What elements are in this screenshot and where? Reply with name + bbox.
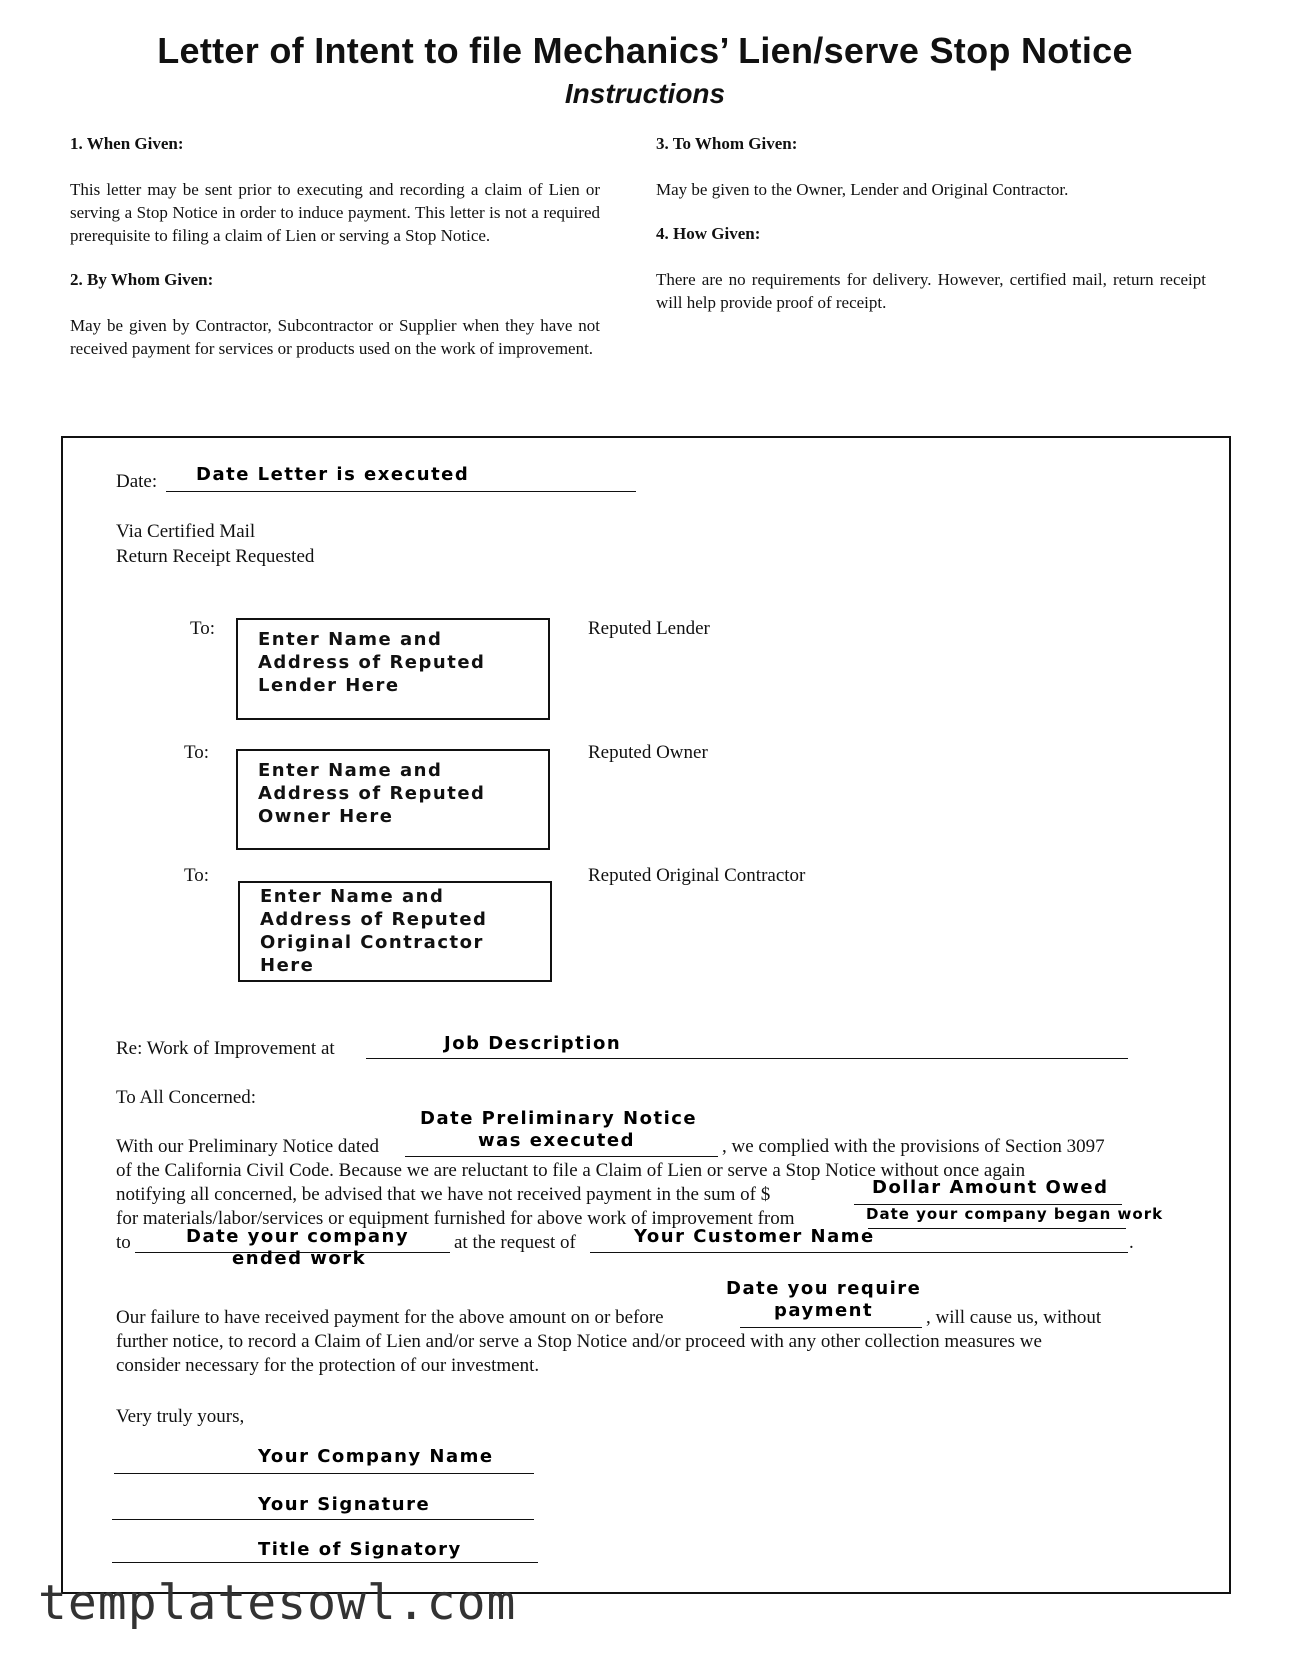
para2-line3: consider necessary for the protection of our investment. <box>116 1355 540 1376</box>
para1-intro: With our Preliminary Notice dated <box>116 1136 380 1157</box>
lender-address-line: Lender Here <box>258 675 400 696</box>
to-word: to <box>116 1232 131 1253</box>
customer-line <box>590 1252 1128 1253</box>
salutation: To All Concerned: <box>116 1087 257 1108</box>
contractor-address-box[interactable] <box>238 881 552 982</box>
owner-address-line: Owner Here <box>258 806 394 827</box>
contractor-address-line: Here <box>260 955 315 976</box>
via-certified-mail: Via Certified Mail <box>116 521 256 542</box>
signatory-title-line <box>112 1562 538 1563</box>
signature-field[interactable]: Your Signature <box>258 1494 431 1515</box>
job-description-line <box>366 1058 1128 1059</box>
how-given-heading: 4. How Given: <box>656 224 761 243</box>
re-label: Re: Work of Improvement at <box>116 1038 335 1059</box>
owner-address-line: Enter Name and <box>258 760 443 781</box>
owner-address-box[interactable] <box>236 749 550 850</box>
lender-address-box[interactable] <box>236 618 550 720</box>
date-label: Date: <box>116 471 158 492</box>
ended-date-field-line1[interactable]: Date your company <box>186 1226 410 1247</box>
para1-line2: of the California Civil Code. Because we are reluctant to file a Claim of Lien or serve a Stop Notice without once again <box>116 1160 1026 1181</box>
reputed-owner-label: Reputed Owner <box>588 742 708 763</box>
contractor-address-line: Original Contractor <box>260 932 484 953</box>
period: . <box>1129 1232 1134 1253</box>
prelim-date-line <box>405 1156 718 1157</box>
watermark: templatesowl.com <box>38 1575 517 1631</box>
company-name-line <box>114 1473 534 1474</box>
signatory-title-field[interactable]: Title of Signatory <box>258 1539 462 1560</box>
owner-address-line: Address of Reputed <box>258 783 486 804</box>
date-field[interactable]: Date Letter is executed <box>196 464 470 485</box>
to-label-lender: To: <box>190 618 216 639</box>
reputed-contractor-label: Reputed Original Contractor <box>588 865 806 886</box>
lender-address-line: Address of Reputed <box>258 652 486 673</box>
reputed-lender-label: Reputed Lender <box>588 618 710 639</box>
lender-address-line: Enter Name and <box>258 629 443 650</box>
amount-field[interactable]: Dollar Amount Owed <box>872 1177 1109 1198</box>
when-given-text: This letter may be sent prior to executing and recording a claim of Lien or serving a Stop Notice in order to induce payment. This letter is not a required prerequisite to filing a claim of Lien or serving a Stop Notice. <box>70 180 600 245</box>
required-date-line <box>740 1327 922 1328</box>
to-whom-text: May be given to the Owner, Lender and Original Contractor. <box>656 180 1069 199</box>
signature-line <box>112 1519 534 1520</box>
closing: Very truly yours, <box>116 1406 245 1427</box>
contractor-address-line: Enter Name and <box>260 886 445 907</box>
contractor-address-line: Address of Reputed <box>260 909 488 930</box>
began-date-field[interactable]: Date your company began work <box>866 1205 1164 1223</box>
by-whom-heading: 2. By Whom Given: <box>70 270 214 289</box>
to-label-owner: To: <box>184 742 210 763</box>
para2-line2: further notice, to record a Claim of Lien and/or serve a Stop Notice and/or proceed with any other collection measures we <box>116 1331 1042 1352</box>
required-date-field-line2[interactable]: payment <box>774 1300 874 1321</box>
company-name-field[interactable]: Your Company Name <box>258 1446 494 1467</box>
required-date-field-line1[interactable]: Date you require <box>726 1278 922 1299</box>
to-label-contractor: To: <box>184 865 210 886</box>
document-title: Letter of Intent to file Mechanics’ Lien/serve Stop Notice <box>157 30 1133 71</box>
how-given-text: There are no requirements for delivery. However, certified mail, return receipt will help provide proof of receipt. <box>656 270 1206 312</box>
para1-line3: notifying all concerned, be advised that we have not received payment in the sum of $ <box>116 1184 771 1205</box>
para2-intro: Our failure to have received payment for the above amount on or before <box>116 1307 664 1328</box>
began-date-line <box>868 1228 1126 1229</box>
customer-field[interactable]: Your Customer Name <box>634 1226 875 1247</box>
job-description-field[interactable]: Job Description <box>444 1033 622 1054</box>
by-whom-text: May be given by Contractor, Subcontractor or Supplier when they have not received payment for services or products used on the work of improvement. <box>70 316 600 358</box>
date-line <box>166 491 636 492</box>
when-given-heading: 1. When Given: <box>70 134 184 153</box>
document-subtitle: Instructions <box>564 78 726 109</box>
prelim-date-field-line2[interactable]: was executed <box>478 1130 635 1151</box>
para2-tail: , will cause us, without <box>926 1307 1102 1328</box>
prelim-date-field-line1[interactable]: Date Preliminary Notice <box>420 1108 698 1129</box>
return-receipt-requested: Return Receipt Requested <box>116 546 315 567</box>
ended-date-field-line2[interactable]: ended work <box>232 1248 367 1269</box>
request-label: at the request of <box>454 1232 576 1253</box>
para1-line4: for materials/labor/services or equipment furnished for above work of improvement from <box>116 1208 795 1229</box>
to-whom-heading: 3. To Whom Given: <box>656 134 798 153</box>
para1-section: , we complied with the provisions of Section 3097 <box>722 1136 1105 1157</box>
